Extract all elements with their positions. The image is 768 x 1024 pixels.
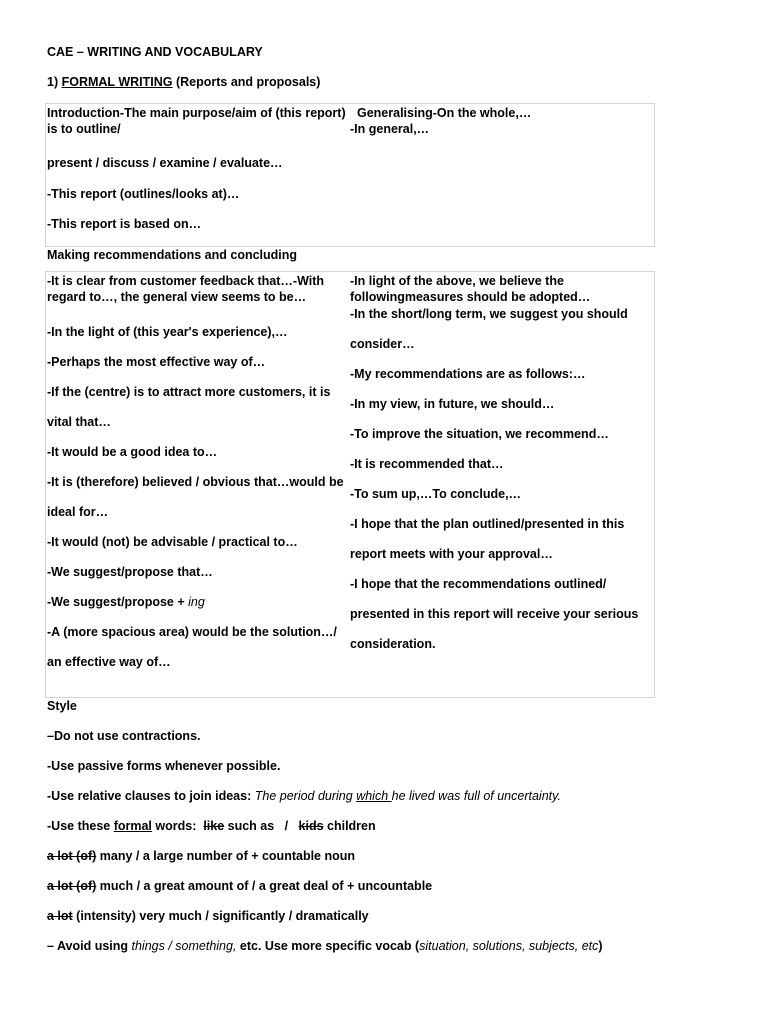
phrase-line: -It is recommended that… — [350, 457, 504, 471]
intro-line: Introduction-The main purpose/aim of (this report) — [47, 106, 346, 120]
style-rule-intensity — [47, 908, 369, 924]
example-italic: things / something, — [131, 939, 237, 953]
phrase-line: -It is (therefore) believed / obvious that…would be — [47, 475, 344, 489]
style-rule: -Use passive forms whenever possible. — [47, 759, 281, 773]
intro-line: -This report (outlines/looks at)… — [47, 187, 240, 201]
formal-underlined: formal — [113, 819, 152, 833]
phrase-line: -My recommendations are as follows:… — [350, 367, 586, 381]
rule-text: ) — [598, 939, 603, 953]
intro-line: is to outline/ — [47, 122, 121, 136]
section-heading-underlined: FORMAL WRITING — [61, 75, 173, 89]
recommendations-heading: Making recommendations and concluding — [47, 248, 298, 262]
example-italic: The period during — [254, 789, 357, 803]
example-italic: situation, solutions, subjects, etc — [419, 939, 599, 953]
struck-phrase: a lot (of) — [47, 879, 97, 893]
propose-ing-italic: ing — [188, 595, 205, 609]
style-rule-relative-clauses — [47, 788, 561, 804]
rule-text: – Avoid using — [47, 939, 132, 953]
phrase-line: -I hope that the plan outlined/presented in this — [350, 517, 625, 531]
rule-text: -Use relative clauses to join ideas: — [47, 789, 255, 803]
phrase-line: regard to…, the general view seems to be… — [47, 290, 307, 304]
generalising-line: Generalising-On the whole,… — [357, 106, 532, 120]
style-rule-formal-words — [47, 818, 376, 834]
phrase-line: -If the (centre) is to attract more customers, it is — [47, 385, 331, 399]
phrase-line: consider… — [350, 337, 415, 351]
phrase-line: -In light of the above, we believe the — [350, 274, 564, 288]
section-heading — [47, 74, 320, 90]
example-italic-underlined: which — [356, 789, 392, 803]
phrase-line: presented in this report will receive your serious — [350, 607, 639, 621]
phrase-line: -In the short/long term, we suggest you should — [350, 307, 628, 321]
struck-phrase: a lot — [47, 909, 73, 923]
phrase-line: vital that… — [47, 415, 111, 429]
section-heading-rest: (Reports and proposals) — [172, 75, 321, 89]
phrase-line: report meets with your approval… — [350, 547, 553, 561]
example-italic: he lived was full of uncertainty. — [391, 789, 561, 803]
intro-line: -This report is based on… — [47, 217, 202, 231]
rule-text: (intensity) very much / significantly / dramatically — [72, 909, 369, 923]
struck-word: kids — [298, 819, 324, 833]
rule-text: many / a large number of + countable noun — [96, 849, 356, 863]
phrase-line: -We suggest/propose that… — [47, 565, 213, 579]
phrase-line: -To improve the situation, we recommend… — [350, 427, 609, 441]
style-rule-much — [47, 878, 432, 894]
style-rule-specific-vocab — [47, 938, 603, 954]
phrase-line-propose-ing — [47, 594, 205, 610]
struck-phrase: a lot (of) — [47, 849, 97, 863]
phrase-line: -In the light of (this year's experience),… — [47, 325, 288, 339]
style-heading: Style — [47, 699, 77, 713]
rule-text: such as / — [224, 819, 299, 833]
phrase-line: -It is clear from customer feedback that…-With — [47, 274, 325, 288]
struck-word: like — [203, 819, 225, 833]
phrase-line: -I hope that the recommendations outlined/ — [350, 577, 607, 591]
phrase-line: followingmeasures should be adopted… — [350, 290, 591, 304]
phrase-line: consideration. — [350, 637, 436, 651]
document-title: CAE – WRITING AND VOCABULARY — [47, 45, 263, 59]
rule-text: much / a great amount of / a great deal of + uncountable — [96, 879, 433, 893]
rule-text: words: — [151, 819, 204, 833]
phrase-line: -It would be a good idea to… — [47, 445, 218, 459]
phrase-line: -It would (not) be advisable / practical to… — [47, 535, 298, 549]
intro-line: present / discuss / examine / evaluate… — [47, 156, 283, 170]
phrase-line: -Perhaps the most effective way of… — [47, 355, 266, 369]
propose-text: -We suggest/propose + — [47, 595, 189, 609]
generalising-line: -In general,… — [350, 122, 430, 136]
rule-text: -Use these — [47, 819, 114, 833]
rule-text: children — [323, 819, 376, 833]
phrase-line: ideal for… — [47, 505, 109, 519]
phrase-line: -To sum up,…To conclude,… — [350, 487, 522, 501]
phrase-line: -In my view, in future, we should… — [350, 397, 555, 411]
style-rule-many — [47, 848, 355, 864]
style-rule: –Do not use contractions. — [47, 729, 201, 743]
section-number: 1) — [47, 75, 59, 89]
phrase-line: an effective way of… — [47, 655, 171, 669]
rule-text: etc. Use more specific vocab ( — [236, 939, 420, 953]
phrase-line: -A (more spacious area) would be the solution…/ — [47, 625, 337, 639]
